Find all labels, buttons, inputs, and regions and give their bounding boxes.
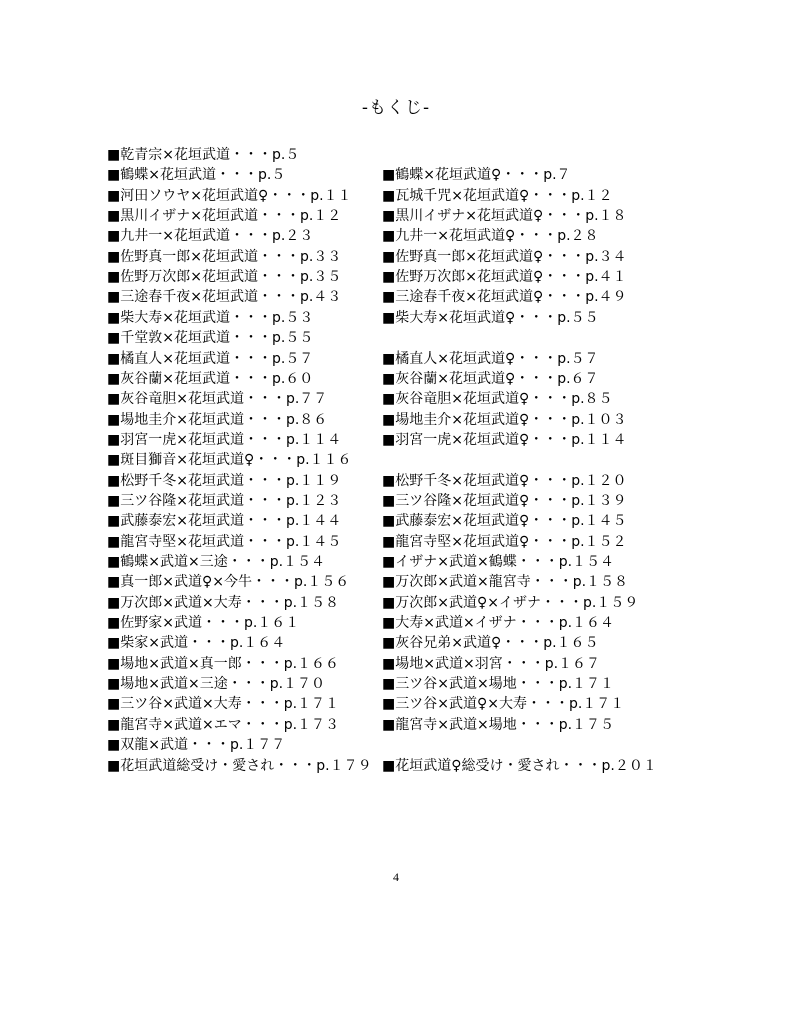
toc-row <box>0 165 792 185</box>
toc-row <box>0 471 792 491</box>
toc-entry-right: ■佐野万次郎×花垣武道♀・・・p.４１ <box>382 269 627 286</box>
toc-entry-left: ■三ツ谷×武道×大寿・・・p.１７１ <box>107 696 340 713</box>
toc-entry-left: ■花垣武道総受け・愛され・・・p.１７９ <box>107 757 372 774</box>
toc-entry-right: ■龍宮寺×武道×場地・・・p.１７５ <box>382 716 615 733</box>
toc-row <box>0 328 792 348</box>
toc-row <box>0 308 792 328</box>
toc-entry-right: ■瓦城千咒×花垣武道♀・・・p.１２ <box>382 187 613 204</box>
toc-row <box>0 613 792 633</box>
toc-entry-right: ■鶴蝶×花垣武道♀・・・p.７ <box>382 167 571 184</box>
toc-entry-right: ■灰谷竜胆×花垣武道♀・・・p.８５ <box>382 391 613 408</box>
toc-row <box>0 410 792 430</box>
toc-entry-right: ■龍宮寺堅×花垣武道♀・・・p.１５２ <box>382 533 627 550</box>
toc-entry-right: ■三ツ谷×武道×場地・・・p.１７１ <box>382 676 615 693</box>
toc-row <box>0 267 792 287</box>
toc-entry-right: ■武藤泰宏×花垣武道♀・・・p.１４５ <box>382 513 627 530</box>
toc-entry-left: ■三途春千夜×花垣武道・・・p.４３ <box>107 289 342 306</box>
toc-row <box>0 369 792 389</box>
toc-row <box>0 389 792 409</box>
toc-entry-left: ■灰谷竜胆×花垣武道・・・p.７７ <box>107 391 328 408</box>
toc-row <box>0 206 792 226</box>
toc-entry-left: ■千堂敦×花垣武道・・・p.５５ <box>107 330 314 347</box>
toc-entry-right: ■灰谷蘭×花垣武道♀・・・p.６７ <box>382 370 599 387</box>
toc-entry-right: ■柴大寿×花垣武道♀・・・p.５５ <box>382 309 599 326</box>
toc-entry-right: ■九井一×花垣武道♀・・・p.２８ <box>382 228 599 245</box>
toc-row <box>0 491 792 511</box>
toc-entry-right: ■佐野真一郎×花垣武道♀・・・p.３４ <box>382 248 627 265</box>
toc-entry-left: ■場地×武道×三途・・・p.１７０ <box>107 676 326 693</box>
toc-row <box>0 145 792 165</box>
toc-entry-left: ■橘直人×花垣武道・・・p.５７ <box>107 350 314 367</box>
toc-entry-right: ■場地圭介×花垣武道♀・・・p.１０３ <box>382 411 627 428</box>
toc-entry-left: ■斑目獅音×花垣武道♀・・・p.１１６ <box>107 452 352 469</box>
toc-row <box>0 511 792 531</box>
toc-entry-left: ■龍宮寺×武道×エマ・・・p.１７３ <box>107 716 340 733</box>
toc-entry-left: ■黒川イザナ×花垣武道・・・p.１２ <box>107 208 342 225</box>
toc-entry-right: ■花垣武道♀総受け・愛され・・・p.２０１ <box>382 757 657 774</box>
toc-row <box>0 654 792 674</box>
toc-entry-left: ■三ツ谷隆×花垣武道・・・p.１２３ <box>107 492 342 509</box>
toc-row <box>0 572 792 592</box>
toc-row <box>0 552 792 572</box>
toc-row <box>0 247 792 267</box>
toc-row <box>0 715 792 735</box>
toc-entry-right: ■三ツ谷隆×花垣武道♀・・・p.１３９ <box>382 492 627 509</box>
toc-row <box>0 756 792 776</box>
page-title: -もくじ- <box>361 98 431 118</box>
toc-entry-left: ■場地圭介×花垣武道・・・p.８６ <box>107 411 328 428</box>
toc-entry-left: ■羽宮一虎×花垣武道・・・p.１１４ <box>107 431 342 448</box>
toc-entry-left: ■河田ソウヤ×花垣武道♀・・・p.１１ <box>107 187 352 204</box>
toc-entry-right: ■三途春千夜×花垣武道♀・・・p.４９ <box>382 289 627 306</box>
toc-entry-left: ■佐野家×武道・・・p.１６１ <box>107 615 300 632</box>
toc-entry-right: ■橘直人×花垣武道♀・・・p.５７ <box>382 350 599 367</box>
toc-entry-left: ■佐野万次郎×花垣武道・・・p.３５ <box>107 269 342 286</box>
toc-entry-left: ■鶴蝶×武道×三途・・・p.１５４ <box>107 554 326 570</box>
toc-row <box>0 735 792 755</box>
toc-entry-left: ■乾青宗×花垣武道・・・p.５ <box>107 147 300 163</box>
toc-row <box>0 633 792 653</box>
toc-entry-left: ■武藤泰宏×花垣武道・・・p.１４４ <box>107 513 342 530</box>
toc-entry-right: ■灰谷兄弟×武道♀・・・p.１６５ <box>382 635 599 652</box>
toc-entry-right: ■黒川イザナ×花垣武道♀・・・p.１８ <box>382 208 627 225</box>
toc-entry-left: ■九井一×花垣武道・・・p.２３ <box>107 228 314 245</box>
toc-row <box>0 287 792 307</box>
toc-entry-left: ■佐野真一郎×花垣武道・・・p.３３ <box>107 248 342 265</box>
toc-entry-right: ■イザナ×武道×鶴蝶・・・p.１５４ <box>382 554 615 570</box>
toc-row <box>0 186 792 206</box>
toc-entry-right: ■大寿×武道×イザナ・・・p.１６４ <box>382 615 615 632</box>
toc-row <box>0 226 792 246</box>
toc-row <box>0 430 792 450</box>
toc-row <box>0 674 792 694</box>
toc-entry-left: ■柴大寿×花垣武道・・・p.５３ <box>107 309 314 326</box>
toc-row <box>0 694 792 714</box>
toc-entry-left: ■真一郎×武道♀×今牛・・・p.１５６ <box>107 574 350 591</box>
toc-entry-left: ■万次郎×武道×大寿・・・p.１５８ <box>107 594 340 611</box>
toc-entry-right: ■松野千冬×花垣武道♀・・・p.１２０ <box>382 472 627 489</box>
toc-entry-left: ■双龍×武道・・・p.１７７ <box>107 737 286 754</box>
toc-row <box>0 349 792 369</box>
toc-row <box>0 450 792 470</box>
toc-entry-right: ■万次郎×武道×龍宮寺・・・p.１５８ <box>382 574 629 591</box>
toc-row <box>0 593 792 613</box>
toc-entry-left: ■鶴蝶×花垣武道・・・p.５ <box>107 167 286 184</box>
toc-entry-right: ■場地×武道×羽宮・・・p.１６７ <box>382 655 601 672</box>
toc-entry-left: ■松野千冬×花垣武道・・・p.１１９ <box>107 472 342 489</box>
toc-entry-left: ■柴家×武道・・・p.１６４ <box>107 635 286 652</box>
toc-entry-left: ■龍宮寺堅×花垣武道・・・p.１４５ <box>107 533 342 550</box>
toc-entry-right: ■羽宮一虎×花垣武道♀・・・p.１１４ <box>382 431 627 448</box>
toc-entry-right: ■万次郎×武道♀×イザナ・・・p.１５９ <box>382 594 639 611</box>
toc-entry-left: ■場地×武道×真一郎・・・p.１６６ <box>107 655 340 672</box>
toc-row <box>0 532 792 552</box>
page-number: 4 <box>393 870 399 884</box>
toc-entry-right: ■三ツ谷×武道♀×大寿・・・p.１７１ <box>382 696 625 713</box>
toc-entry-left: ■灰谷蘭×花垣武道・・・p.６０ <box>107 370 314 387</box>
